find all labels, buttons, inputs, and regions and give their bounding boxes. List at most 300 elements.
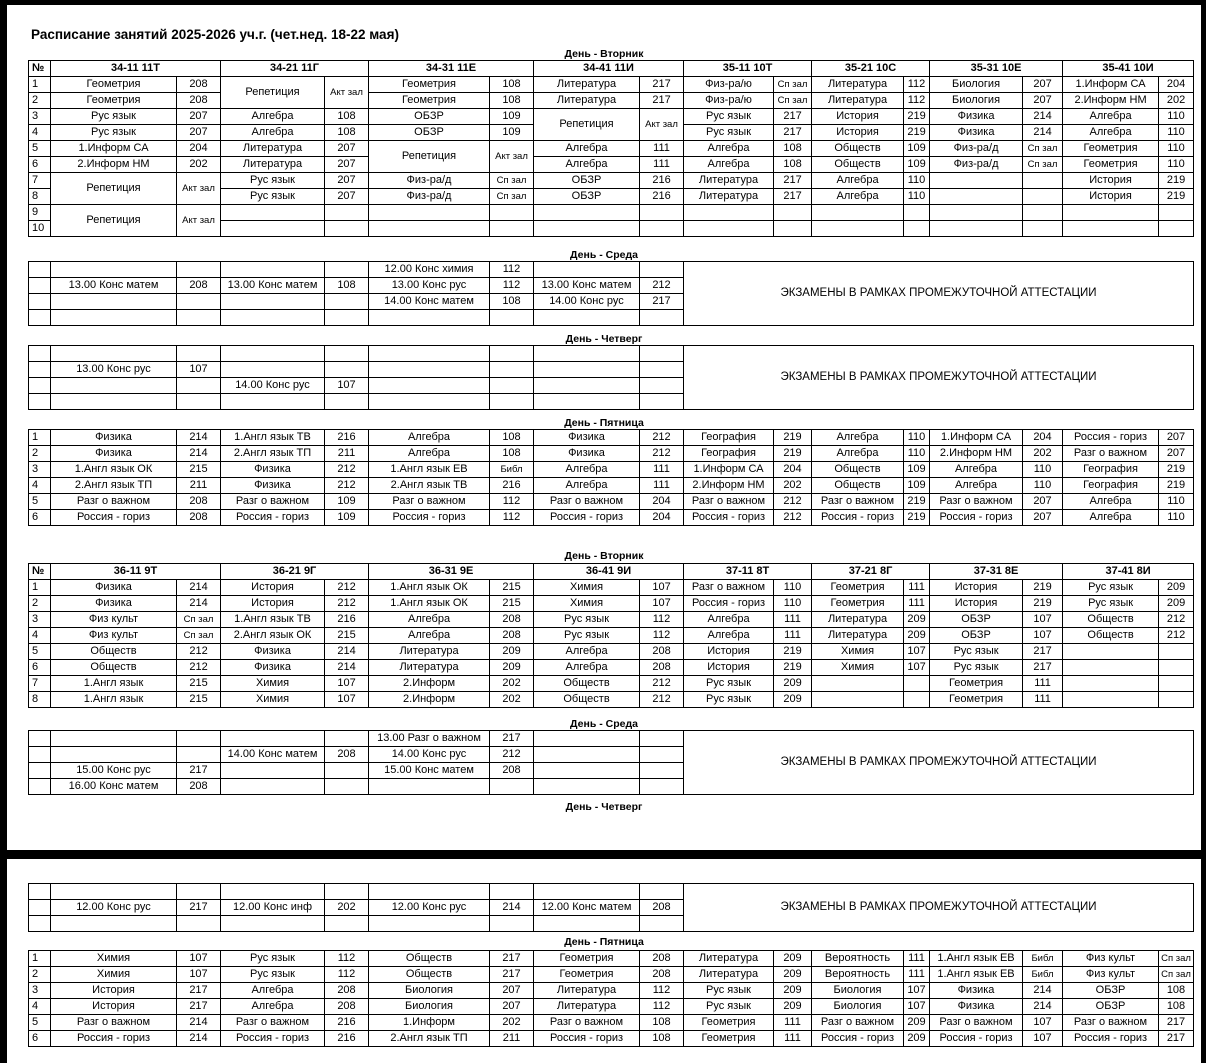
room-cell: 212 [640,692,684,708]
table-row [29,967,1194,983]
room-cell: 208 [640,951,684,967]
subject-cell: Россия - гориз [930,510,1023,526]
lesson-number: 1 [29,77,51,93]
room-cell: 112 [490,278,534,294]
subject-cell [684,205,774,221]
room-cell: 212 [774,494,812,510]
consultation-cell [369,916,490,932]
lesson-number: 5 [29,644,51,660]
room-cell: 109 [325,494,369,510]
subject-cell [1063,644,1159,660]
room-cell: 110 [1159,157,1194,173]
timetable-friday-grades-8-9 [28,950,1194,1047]
subject-cell: Литература [221,141,325,157]
room-cell: 112 [904,77,930,93]
subject-cell: Рус язык [684,999,774,1015]
class-header: 37-21 8Г [812,564,930,580]
subject-cell: Геометрия [51,93,177,109]
subject-cell: История [930,580,1023,596]
room-cell: 216 [490,478,534,494]
room-cell: 209 [904,628,930,644]
table-header-row [29,61,1194,77]
table-row [29,692,1194,708]
room-cell: 208 [177,779,221,795]
subject-cell: Геометрия [1063,157,1159,173]
subject-cell: Литература [812,77,904,93]
subject-cell: 2.Англ язык ТП [51,478,177,494]
subject-cell: Разг о важном [930,494,1023,510]
subject-cell: Геометрия [51,77,177,93]
table-row [29,644,1194,660]
subject-cell: Обществ [812,157,904,173]
consultation-cell: 14.00 Конс матем [221,747,325,763]
room-cell [177,378,221,394]
subject-cell: Геометрия [812,596,904,612]
lesson-number: 5 [29,141,51,157]
subject-cell [930,205,1023,221]
room-cell: 108 [490,294,534,310]
room-cell: Библ [1023,967,1063,983]
room-cell: 107 [177,362,221,378]
room-cell: 111 [904,596,930,612]
subject-cell [812,221,904,237]
class-header: 36-41 9И [534,564,684,580]
room-cell [640,310,684,326]
room-cell [640,378,684,394]
room-cell [640,916,684,932]
room-cell: 217 [1159,1015,1194,1031]
class-header: 35-31 10Е [930,61,1063,77]
room-cell: 112 [325,951,369,967]
room-cell: 212 [640,446,684,462]
room-cell: 110 [904,446,930,462]
class-header: 34-11 11Т [51,61,221,77]
subject-cell: Литература [534,77,640,93]
lesson-number [29,747,51,763]
subject-cell: Вероятность [812,967,904,983]
class-header: 34-21 11Г [221,61,369,77]
room-cell: 214 [1023,983,1063,999]
subject-cell: Россия - гориз [930,1031,1023,1047]
table-row [29,884,1194,900]
subject-cell: Россия - гориз [221,1031,325,1047]
subject-cell: История [684,660,774,676]
lesson-number: 4 [29,628,51,644]
room-cell [904,692,930,708]
subject-cell: Алгебра [534,462,640,478]
class-header: 34-31 11Е [369,61,534,77]
subject-cell: Алгебра [930,462,1023,478]
consultation-cell [221,763,325,779]
consultation-cell [369,378,490,394]
consultation-cell: 12.00 Конс рус [51,900,177,916]
subject-cell: Физ-ра/ю [684,77,774,93]
room-cell: 207 [490,999,534,1015]
consultation-cell [51,747,177,763]
room-cell: 214 [490,900,534,916]
subject-cell [930,189,1023,205]
subject-cell: Обществ [51,660,177,676]
room-cell: 207 [325,189,369,205]
room-cell: 219 [1159,173,1194,189]
lesson-number: 1 [29,580,51,596]
room-cell: 112 [490,510,534,526]
room-cell: 212 [1159,628,1194,644]
lesson-number: 2 [29,596,51,612]
timetable-wednesday-grades-8-9 [28,730,1194,795]
subject-cell: Разг о важном [51,494,177,510]
subject-cell [534,205,640,221]
subject-cell: Разг о важном [1063,446,1159,462]
subject-cell: Физика [51,430,177,446]
consultation-cell: 14.00 Конс рус [534,294,640,310]
room-cell [177,262,221,278]
subject-cell: Рус язык [930,644,1023,660]
room-cell [640,779,684,795]
class-header: 36-31 9Е [369,564,534,580]
subject-cell: Россия - гориз [812,1031,904,1047]
room-cell: 215 [177,692,221,708]
room-cell [490,205,534,221]
lesson-number: 6 [29,510,51,526]
table-row [29,660,1194,676]
room-cell: 108 [640,1015,684,1031]
table-row [29,478,1194,494]
room-cell: 214 [177,580,221,596]
room-cell: 204 [1023,430,1063,446]
subject-cell: 1.Информ СА [684,462,774,478]
room-cell: 219 [904,125,930,141]
room-cell: 216 [325,430,369,446]
room-cell: 215 [490,580,534,596]
subject-cell: Разг о важном [812,494,904,510]
room-cell: 209 [490,660,534,676]
subject-cell [221,205,325,221]
room-cell: 207 [1023,93,1063,109]
subject-cell: Россия - гориз [1063,1031,1159,1047]
subject-cell: Россия - гориз [812,510,904,526]
room-cell: 219 [1159,462,1194,478]
room-cell: 209 [774,983,812,999]
room-cell: 111 [640,141,684,157]
consultation-cell: 15.00 Конс матем [369,763,490,779]
subject-cell: Разг о важном [812,1015,904,1031]
room-cell: 108 [640,1031,684,1047]
room-cell: 209 [490,644,534,660]
subject-cell: Рус язык [684,983,774,999]
consultation-cell [534,362,640,378]
subject-cell: Биология [812,999,904,1015]
consultation-cell: 14.00 Конс матем [369,294,490,310]
exam-notice: ЭКЗАМЕНЫ В РАМКАХ ПРОМЕЖУТОЧНОЙ АТТЕСТАЦИИ [684,346,1194,410]
subject-cell: Репетиция [51,173,177,205]
table-row [29,430,1194,446]
room-cell [325,731,369,747]
consultation-cell [534,731,640,747]
subject-cell: Физ-ра/д [369,173,490,189]
subject-cell: Разг о важном [930,1015,1023,1031]
subject-cell: 1.Информ СА [930,430,1023,446]
subject-cell: Литература [369,644,490,660]
room-cell: 108 [325,125,369,141]
table-row [29,93,1194,109]
room-cell: 217 [177,763,221,779]
room-cell: 208 [325,983,369,999]
room-cell: 108 [774,141,812,157]
subject-cell: Физ культ [51,612,177,628]
subject-cell: География [1063,462,1159,478]
room-cell: 216 [325,612,369,628]
consultation-cell [369,346,490,362]
subject-cell: Рус язык [51,109,177,125]
room-cell: 219 [774,644,812,660]
room-cell: 219 [904,510,930,526]
consultation-cell: 13.00 Конс рус [369,278,490,294]
room-cell: 209 [774,676,812,692]
lesson-number [29,294,51,310]
subject-cell: Алгебра [1063,125,1159,141]
room-cell: 207 [1159,430,1194,446]
class-header: 37-11 8Т [684,564,812,580]
subject-cell: Литература [534,983,640,999]
lesson-number: 10 [29,221,51,237]
subject-cell: Рус язык [684,676,774,692]
room-cell [640,394,684,410]
subject-cell: Алгебра [369,612,490,628]
room-cell [640,763,684,779]
room-cell: 107 [325,378,369,394]
subject-cell: Рус язык [221,967,325,983]
subject-cell: 2.Англ язык ТВ [369,478,490,494]
consultation-cell: 12.00 Конс матем [534,900,640,916]
subject-cell: Алгебра [221,983,325,999]
subject-cell: Репетиция [51,205,177,237]
room-cell: 219 [774,660,812,676]
room-cell: 107 [177,951,221,967]
day-label-tuesday: День - Вторник [564,48,644,60]
consultation-cell [221,916,325,932]
subject-cell: Обществ [51,644,177,660]
room-cell [177,747,221,763]
room-cell: 217 [640,93,684,109]
consultation-cell: 15.00 Конс рус [51,763,177,779]
room-cell: 110 [1159,494,1194,510]
subject-cell: 1.Англ язык ОК [369,596,490,612]
day-label-wednesday: День - Среда [570,249,638,261]
room-cell: 216 [640,189,684,205]
room-cell [325,310,369,326]
room-cell: 110 [774,596,812,612]
lesson-number [29,378,51,394]
lesson-number: 1 [29,951,51,967]
lesson-number [29,916,51,932]
room-cell [640,346,684,362]
subject-cell: Алгебра [1063,109,1159,125]
room-cell: 209 [904,1015,930,1031]
subject-cell: Геометрия [534,951,640,967]
lesson-number: 9 [29,205,51,221]
subject-cell: Химия [812,644,904,660]
room-cell: 211 [325,446,369,462]
room-cell: 107 [904,660,930,676]
room-cell: Сп зал [774,93,812,109]
room-cell: 109 [904,478,930,494]
room-cell [490,884,534,900]
timetable-wednesday-grades-10-11 [28,261,1194,326]
room-cell [325,205,369,221]
room-cell: 202 [1023,446,1063,462]
room-cell: 107 [1023,612,1063,628]
room-cell: 109 [904,157,930,173]
room-cell [904,221,930,237]
room-cell: 214 [177,596,221,612]
room-cell: 108 [774,157,812,173]
room-cell: 214 [177,1031,221,1047]
room-cell: 109 [490,109,534,125]
room-cell: 107 [904,644,930,660]
subject-cell: Химия [51,951,177,967]
subject-cell: 2.Информ [369,692,490,708]
consultation-cell [221,262,325,278]
subject-cell: Обществ [534,692,640,708]
room-cell: 214 [1023,999,1063,1015]
subject-cell [369,205,490,221]
room-cell: 217 [490,731,534,747]
room-cell: 202 [1159,93,1194,109]
exam-notice: ЭКЗАМЕНЫ В РАМКАХ ПРОМЕЖУТОЧНОЙ АТТЕСТАЦИИ [684,884,1194,932]
room-cell: 208 [640,900,684,916]
subject-cell: Литература [812,628,904,644]
consultation-cell [534,346,640,362]
room-cell: 108 [490,93,534,109]
subject-cell: 2.Информ [369,676,490,692]
room-cell: 111 [774,612,812,628]
subject-cell: 1.Англ язык ЕВ [930,967,1023,983]
subject-cell: Алгебра [221,109,325,125]
subject-cell: Алгебра [812,173,904,189]
subject-cell: Химия [534,596,640,612]
subject-cell: История [812,125,904,141]
subject-cell: Алгебра [812,430,904,446]
room-cell: 217 [177,983,221,999]
consultation-cell: 14.00 Конс рус [369,747,490,763]
room-cell: 212 [1159,612,1194,628]
room-cell: 208 [490,763,534,779]
subject-cell: Россия - гориз [369,510,490,526]
subject-cell: Рус язык [221,189,325,205]
room-cell: 112 [640,983,684,999]
subject-cell: 2.Информ НМ [930,446,1023,462]
subject-cell [930,173,1023,189]
table-row [29,612,1194,628]
room-cell: 219 [1023,596,1063,612]
subject-cell: Рус язык [1063,580,1159,596]
subject-cell: История [51,999,177,1015]
room-cell: 219 [1159,189,1194,205]
subject-cell [1063,205,1159,221]
room-cell: 208 [490,628,534,644]
subject-cell: Обществ [1063,628,1159,644]
lesson-number: 4 [29,999,51,1015]
room-cell: 217 [774,189,812,205]
class-header: 37-41 8И [1063,564,1194,580]
room-cell: 107 [177,967,221,983]
subject-cell: Россия - гориз [1063,430,1159,446]
subject-cell: Алгебра [684,157,774,173]
subject-cell: Литература [369,660,490,676]
table-row [29,446,1194,462]
subject-cell: Репетиция [221,77,325,109]
consultation-cell [534,378,640,394]
table-row [29,462,1194,478]
room-cell: 214 [177,446,221,462]
room-cell: 214 [1023,125,1063,141]
subject-cell: Литература [534,93,640,109]
lesson-number [29,884,51,900]
room-cell: 219 [904,109,930,125]
subject-cell: Обществ [812,462,904,478]
subject-cell: Алгебра [534,141,640,157]
consultation-cell: 16.00 Конс матем [51,779,177,795]
subject-cell [930,221,1023,237]
room-cell [1159,692,1194,708]
lesson-number: 7 [29,173,51,189]
room-cell: 112 [640,628,684,644]
room-cell: 108 [490,77,534,93]
table-row [29,141,1194,157]
table-row [29,173,1194,189]
room-cell: 204 [640,510,684,526]
room-cell: Библ [1023,951,1063,967]
room-cell: 208 [177,494,221,510]
room-cell [325,394,369,410]
lesson-number: 4 [29,125,51,141]
consultation-cell [369,362,490,378]
timetable-thursday-grades-10-11 [28,345,1194,410]
room-cell: 111 [1023,676,1063,692]
room-cell: 212 [325,580,369,596]
subject-cell: Литература [684,967,774,983]
subject-cell: Физика [51,446,177,462]
room-cell [640,262,684,278]
subject-cell: Алгебра [930,478,1023,494]
consultation-cell [51,394,177,410]
subject-cell: Разг о важном [51,1015,177,1031]
lesson-number: 2 [29,967,51,983]
consultation-cell [221,394,325,410]
subject-cell: Обществ [1063,612,1159,628]
room-cell: Сп зал [774,77,812,93]
room-cell: 209 [1159,596,1194,612]
consultation-cell [221,779,325,795]
subject-cell: Химия [221,676,325,692]
subject-cell: 1.Англ язык ОК [51,462,177,478]
subject-cell: Рус язык [684,125,774,141]
subject-cell [1063,221,1159,237]
consultation-cell: 13.00 Конс матем [221,278,325,294]
lesson-number: 4 [29,478,51,494]
subject-cell: Геометрия [369,93,490,109]
subject-cell: 2.Информ НМ [1063,93,1159,109]
subject-cell: Физика [534,446,640,462]
subject-cell: 1.Англ язык ЕВ [930,951,1023,967]
room-cell: 111 [774,628,812,644]
room-cell: 110 [1159,109,1194,125]
lesson-number: 8 [29,189,51,205]
subject-cell: Физ-ра/д [369,189,490,205]
room-cell [490,346,534,362]
subject-cell: Физика [51,580,177,596]
